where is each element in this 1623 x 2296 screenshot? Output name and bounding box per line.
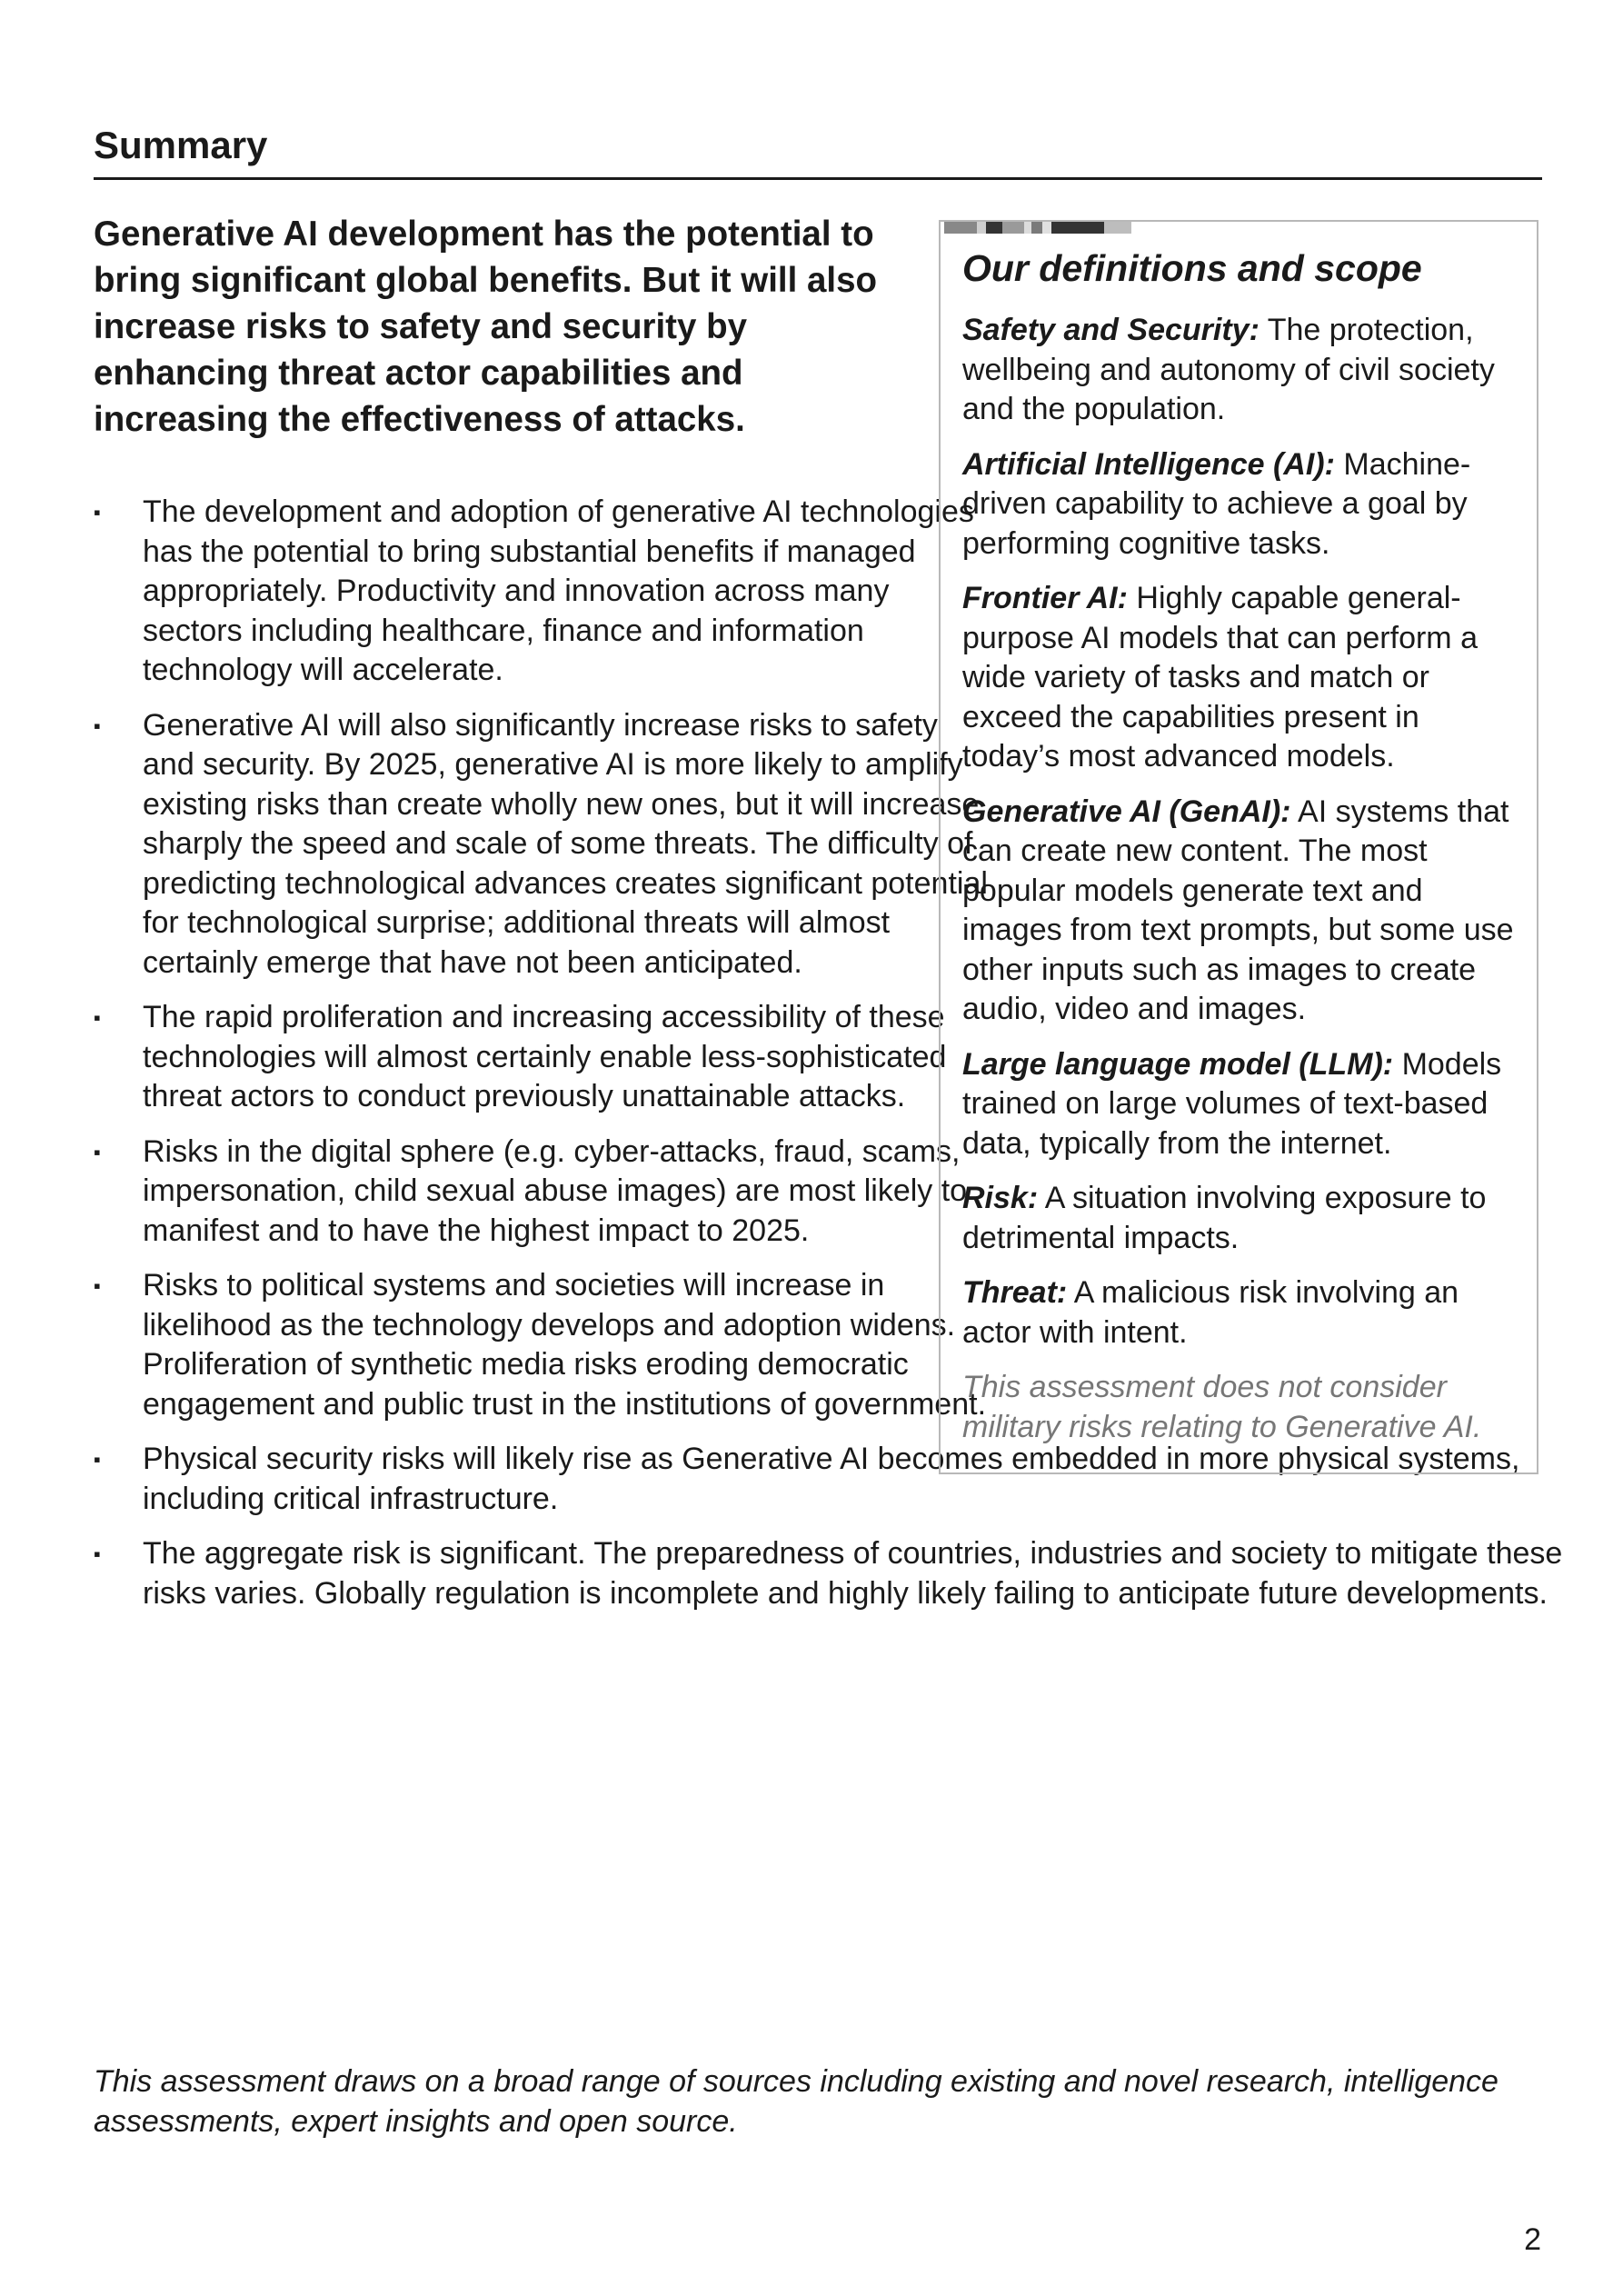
definition-term: Generative AI (GenAI):	[962, 794, 1291, 829]
bullet-text: The development and adoption of generative AI technologies has the potential to bring substantial benefits if managed appropriately. Productivity and innovation across many sectors including healthcare, finance and information technology will accelerate.	[143, 494, 974, 687]
definition-text: A situation involving exposure to detrimental impacts.	[962, 1181, 1487, 1255]
bullet-item	[94, 493, 988, 691]
definition-item	[962, 311, 1522, 430]
bullet-marker-icon: ▪	[94, 1006, 101, 1029]
bullet-marker-icon: ▪	[94, 714, 101, 737]
bullet-marker-icon: ▪	[94, 1542, 101, 1565]
definition-item	[962, 1179, 1522, 1258]
bullet-text: Risks to political systems and societies will increase in likelihood as the technology develops and adoption widens. Proliferation of synthetic media risks eroding democratic engagement and public trust in the institutions of government.	[143, 1268, 987, 1422]
bullet-item	[94, 1133, 988, 1252]
bullet-text: Physical security risks will likely rise as Generative AI becomes embedded in more physical systems, including critical infrastructure.	[143, 1442, 1520, 1516]
definition-term: Artificial Intelligence (AI):	[962, 446, 1335, 482]
accent-segment	[986, 222, 1002, 234]
definition-item	[962, 445, 1522, 564]
page-number: 2	[1524, 2222, 1541, 2257]
bullet-text: Generative AI will also significantly increase risks to safety and security. By 2025, generative AI is more likely to amplify existing risks than create wholly new ones, but it will increase sharply the speed and scale of some threats. The difficulty of predicting technological advances creates significant potential for technological surprise; additional threats will almost certainly emerge that have not been anticipated.	[143, 707, 988, 980]
bullet-marker-icon: ▪	[94, 1274, 101, 1297]
definition-text: A malicious risk involving an actor with intent.	[962, 1275, 1459, 1350]
definitions-accent-bar	[941, 222, 1134, 234]
lead-paragraph: Generative AI development has the potential to bring significant global benefits. But it will also increase risks to safety and security by enhancing threat actor capabilities and increasing the effectiveness of attacks.	[94, 215, 878, 439]
sources-footnote: This assessment draws on a broad range of sources including existing and novel research, intelligence assessments, expert insights and open source.	[94, 2064, 1499, 2139]
definition-term: Large language model (LLM):	[962, 1046, 1394, 1082]
definition-text: The protection, wellbeing and autonomy of civil society and the population.	[962, 313, 1495, 426]
definition-item	[962, 1273, 1522, 1353]
bullet-text: The rapid proliferation and increasing accessibility of these technologies will almost certainly enable less-sophisticated threat actors to conduct previously unattainable attacks.	[143, 1000, 947, 1113]
accent-segment	[944, 222, 977, 234]
bullet-marker-icon: ▪	[94, 501, 101, 524]
definition-item	[962, 1045, 1522, 1164]
bullet-text: Risks in the digital sphere (e.g. cyber-attacks, fraud, scams, impersonation, child sexual abuse images) are most likely to manifest and to have the highest impact to 2025.	[143, 1133, 968, 1248]
bullet-item	[94, 1266, 988, 1424]
accent-segment	[1051, 222, 1104, 234]
definition-term: Risk:	[962, 1181, 1039, 1215]
bullet-item	[94, 706, 988, 983]
accent-segment	[977, 222, 986, 234]
definition-text: Highly capable general-purpose AI models that can perform a wide variety of tasks and match or exceed the capabilities present in today’s most advanced models.	[962, 581, 1478, 774]
scope-note: This assessment does not consider military risks relating to Generative AI.	[962, 1370, 1482, 1444]
definition-term: Frontier AI:	[962, 581, 1128, 615]
bullet-marker-icon: ▪	[94, 1140, 101, 1163]
definitions-box	[939, 220, 1538, 1474]
definition-item	[962, 579, 1522, 777]
bullet-item	[94, 998, 988, 1117]
accent-segment	[1024, 222, 1031, 234]
definitions-list	[962, 311, 1522, 1447]
definition-text: Machine-driven capability to achieve a goal by performing cognitive tasks.	[962, 446, 1471, 561]
bullet-text: The aggregate risk is significant. The preparedness of countries, industries and society to mitigate these risks varies. Globally regulation is incomplete and highly likely failing to anticipate future developments.	[143, 1536, 1563, 1611]
accent-segment	[1042, 222, 1051, 234]
bullet-marker-icon: ▪	[94, 1448, 101, 1471]
definition-text: AI systems that can create new content. The most popular models generate text and images from text prompts, but some use other inputs such as images to create audio, video and images.	[962, 794, 1514, 1026]
accent-segment	[1031, 222, 1042, 234]
definition-item	[962, 793, 1522, 1030]
definition-term: Threat:	[962, 1275, 1068, 1310]
accent-segment	[1104, 222, 1131, 234]
accent-segment	[1002, 222, 1024, 234]
definitions-title: Our definitions and scope	[962, 247, 1422, 289]
definition-term: Safety and Security:	[962, 313, 1260, 347]
section-title: Summary	[94, 124, 268, 166]
definition-text: Models trained on large volumes of text-based data, typically from the internet.	[962, 1046, 1502, 1161]
title-rule	[94, 177, 1542, 180]
bullet-item	[94, 1534, 1578, 1613]
